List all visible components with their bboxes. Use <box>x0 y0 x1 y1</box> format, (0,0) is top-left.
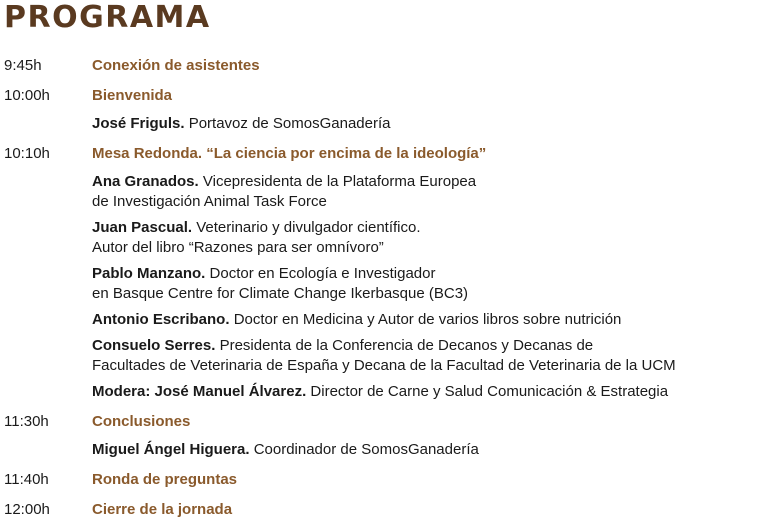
speaker-name: Miguel Ángel Higuera. <box>92 441 250 458</box>
session-title: Ronda de preguntas <box>92 471 238 488</box>
speaker-role: Presidenta de la Conferencia de Decanos y Decanas de <box>219 337 594 354</box>
speaker-name: Ana Granados. <box>92 173 199 190</box>
speaker-role: Veterinario y divulgador científico. <box>196 219 421 236</box>
speaker <box>92 218 772 258</box>
schedule-item <box>4 500 772 520</box>
item-time: 11:30h <box>4 413 49 430</box>
schedule <box>4 56 772 520</box>
speaker-name: Consuelo Serres. <box>92 337 216 354</box>
schedule-item <box>4 412 772 460</box>
speaker <box>92 382 772 402</box>
speaker <box>92 264 772 304</box>
speaker-role: Director de Carne y Salud Comunicación & Estrategia <box>310 383 669 400</box>
speaker-role: en Basque Centre for Climate Change Ikerbasque (BC3) <box>92 285 469 302</box>
speaker-name: Modera: José Manuel Álvarez. <box>92 383 307 400</box>
schedule-item <box>4 470 772 490</box>
speaker-name: José Friguls. <box>92 115 185 132</box>
schedule-item <box>4 144 772 402</box>
speaker-name: Antonio Escribano. <box>92 311 230 328</box>
speaker-role: Facultades de Veterinaria de España y Decana de la Facultad de Veterinaria de la UCM <box>92 357 676 374</box>
page-title: PROGRAMA <box>4 0 211 35</box>
speaker-role: Portavoz de SomosGanadería <box>188 115 391 132</box>
speaker-role: Coordinador de SomosGanadería <box>253 441 479 458</box>
item-time: 10:00h <box>4 87 50 104</box>
session-title: Cierre de la jornada <box>92 501 233 518</box>
speaker-role: Vicepresidenta de la Plataforma Europea <box>202 173 477 190</box>
speaker-role: Doctor en Ecología e Investigador <box>209 265 436 282</box>
session-title: Bienvenida <box>92 87 173 104</box>
item-time: 9:45h <box>4 57 42 74</box>
item-time: 10:10h <box>4 145 50 162</box>
item-time: 12:00h <box>4 501 50 518</box>
speaker-role: Doctor en Medicina y Autor de varios libros sobre nutrición <box>233 311 622 328</box>
speaker <box>92 172 772 212</box>
session-title: Conexión de asistentes <box>92 57 260 74</box>
speaker-name: Pablo Manzano. <box>92 265 206 282</box>
speaker <box>92 310 772 330</box>
session-title: Mesa Redonda. “La ciencia por encima de la ideología” <box>92 145 487 162</box>
speaker-role: de Investigación Animal Task Force <box>92 193 327 210</box>
item-time: 11:40h <box>4 471 49 488</box>
speaker <box>92 114 772 134</box>
speaker <box>92 440 772 460</box>
speaker-name: Juan Pascual. <box>92 219 193 236</box>
speaker <box>92 336 772 376</box>
schedule-item <box>4 86 772 134</box>
speaker-role: Autor del libro “Razones para ser omnívoro” <box>92 239 384 256</box>
session-title: Conclusiones <box>92 413 191 430</box>
schedule-item <box>4 56 772 76</box>
